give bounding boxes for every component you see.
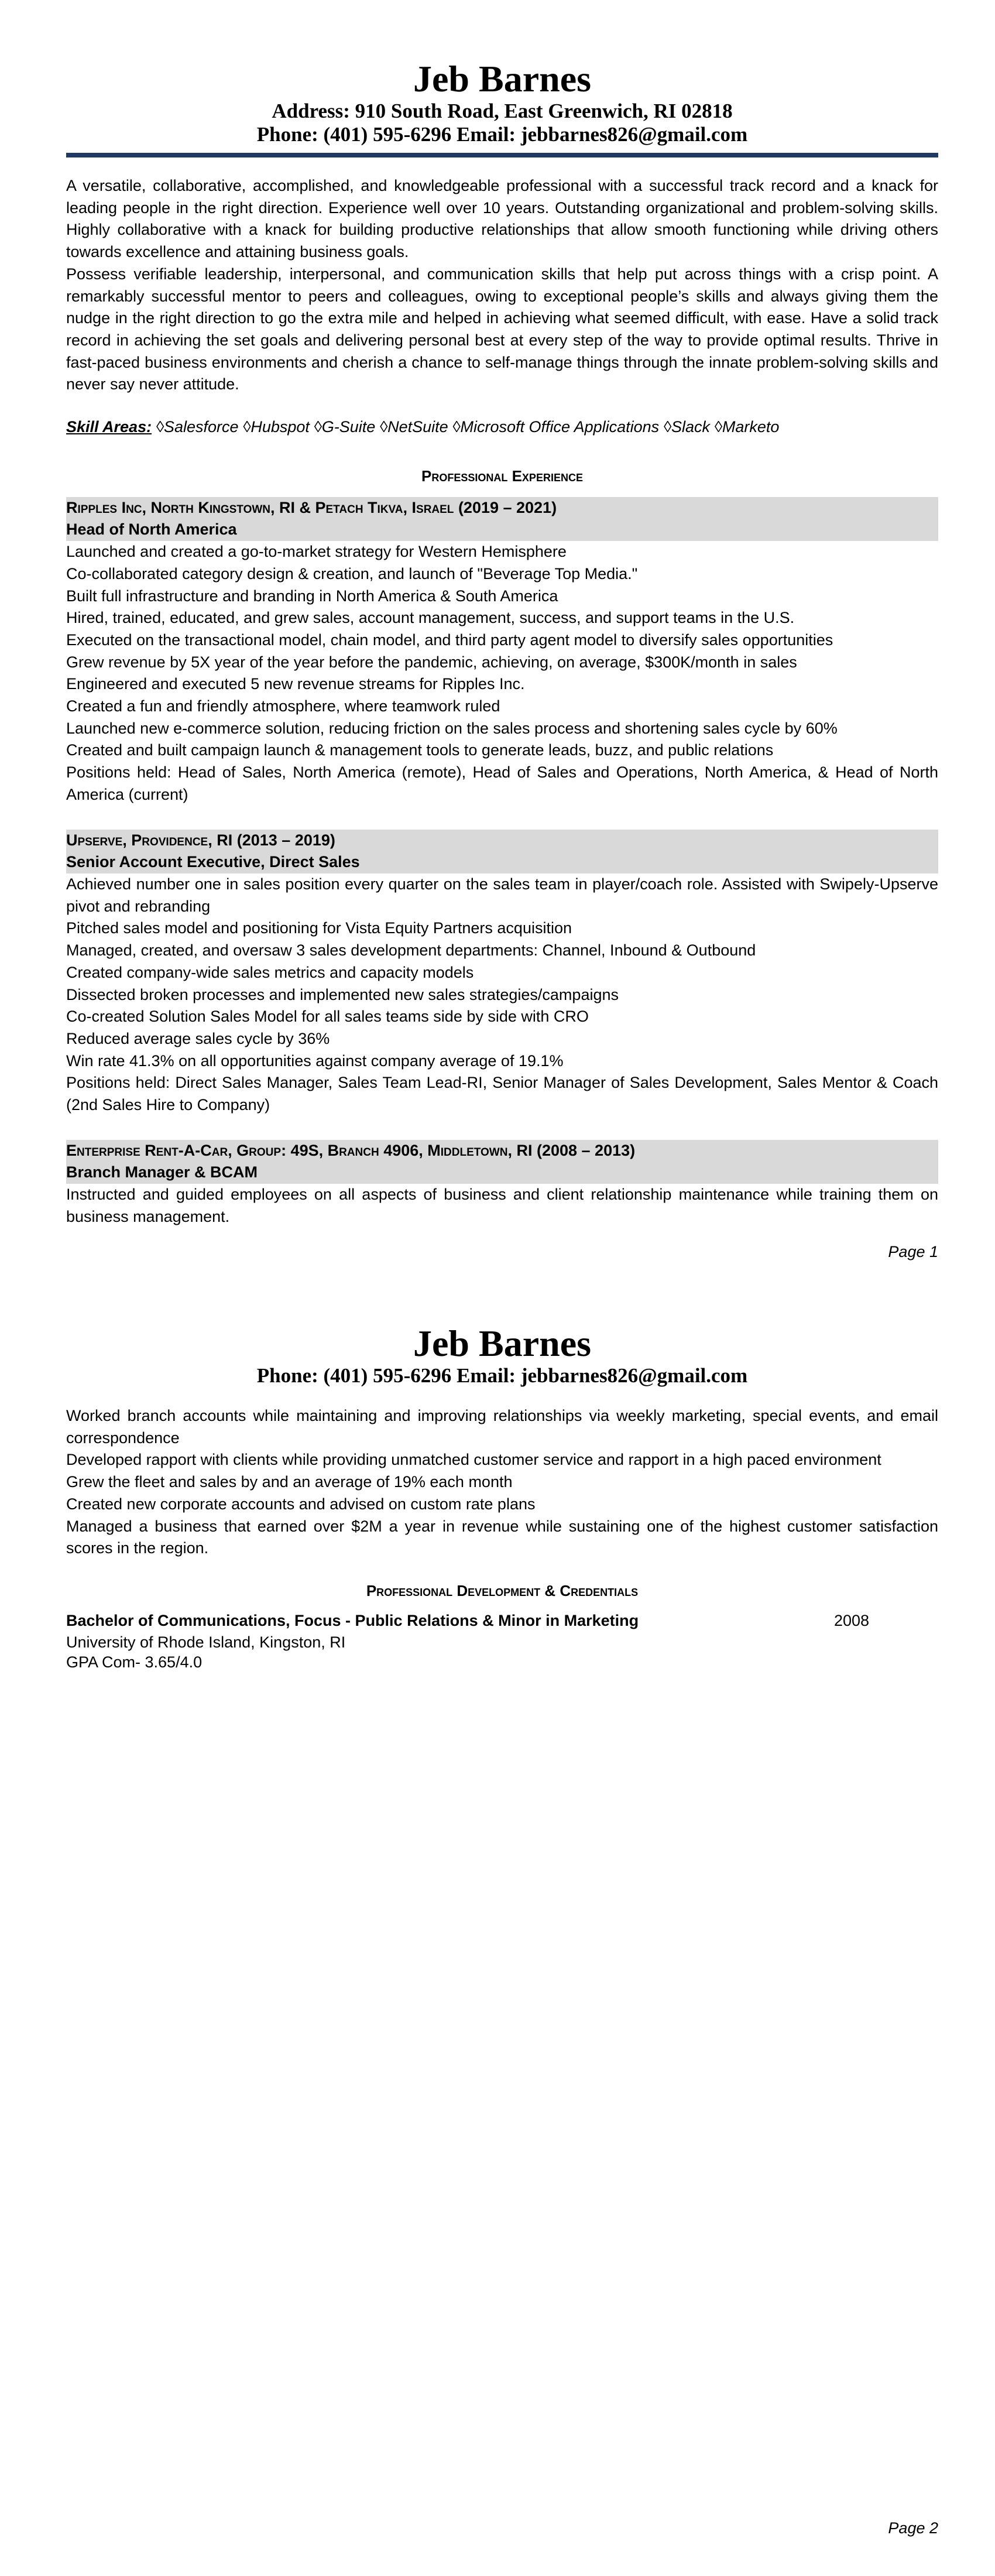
job-header	[66, 1140, 938, 1184]
list-item: Positions held: Direct Sales Manager, Sales Team Lead-RI, Senior Manager of Sales Development, Sales Mentor & Coach (2nd Sales Hire to Company)	[66, 1074, 938, 1114]
list-item: Grew revenue by 5X year of the year before the pandemic, achieving, on average, $300K/month in sales	[66, 653, 797, 671]
header-divider	[66, 153, 938, 157]
list-item: Dissected broken processes and implemented new sales strategies/campaigns	[66, 985, 619, 1003]
list-item: Created company-wide sales metrics and capacity models	[66, 963, 474, 981]
list-item: Created and built campaign launch & management tools to generate leads, buzz, and public relations	[66, 741, 774, 759]
list-item: Managed a business that earned over $2M a year in revenue while sustaining one of the highest customer satisfaction scores in the region.	[66, 1517, 938, 1557]
list-item: Reduced average sales cycle by 36%	[66, 1029, 330, 1047]
phone-email: Phone: (401) 595-6296 Email: jebbarnes826@gmail.com	[256, 1364, 748, 1387]
education-entry	[66, 1610, 938, 1672]
job-header	[66, 497, 938, 541]
education-heading: Professional Development & Credentials	[366, 1581, 639, 1599]
list-item: Created a fun and friendly atmosphere, where teamwork ruled	[66, 697, 500, 715]
job-title: Branch Manager & BCAM	[66, 1163, 258, 1181]
list-item: Launched and created a go-to-market strategy for Western Hemisphere	[66, 543, 567, 561]
list-item: Co-collaborated category design & creation, and launch of "Beverage Top Media."	[66, 564, 638, 583]
job-company: Ripples Inc, North Kingstown, RI & Petach Tikva, Israel	[66, 498, 454, 516]
list-item: Instructed and guided employees on all aspects of business and client relationship maintenance while training them on business management.	[66, 1186, 938, 1225]
phone-email: Phone: (401) 595-6296 Email: jebbarnes826@gmail.com	[256, 123, 748, 146]
address: Address: 910 South Road, East Greenwich, RI 02818	[272, 100, 733, 122]
list-item: Worked branch accounts while maintaining and improving relationships via weekly marketing, special events, and email correspondence	[66, 1407, 938, 1447]
list-item: Win rate 41.3% on all opportunities against company average of 19.1%	[66, 1051, 564, 1070]
list-item: Pitched sales model and positioning for Vista Equity Partners acquisition	[66, 919, 572, 937]
gpa: GPA Com- 3.65/4.0	[66, 1653, 203, 1671]
list-item: Hired, trained, educated, and grew sales, account management, success, and support teams in the U.S.	[66, 609, 795, 627]
job-enterprise	[66, 1140, 938, 1228]
list-item: Achieved number one in sales position every quarter on the sales team in player/coach role. Assisted with Swipely-Upserve pivot and rebranding	[66, 875, 938, 915]
school: University of Rhode Island, Kingston, RI	[66, 1633, 346, 1651]
skill-areas-label: Skill Areas:	[66, 418, 152, 436]
summary-paragraph: A versatile, collaborative, accomplished, and knowledgeable professional with a successful track record and a knack for leading people in the right direction. Experience well over 10 years. Outstanding organizational and problem-solving skills. Highly collaborative with a knack for building productive relationships that allow smooth functioning while driving others towards excellence and attaining business goals.	[66, 177, 938, 261]
candidate-name: Jeb Barnes	[413, 1323, 591, 1364]
job-company: Upserve, Providence, RI	[66, 831, 233, 849]
list-item: Grew the fleet and sales by and an average of 19% each month	[66, 1473, 513, 1491]
job-dates: (2013 – 2019)	[236, 831, 335, 849]
list-item: Positions held: Head of Sales, North America (remote), Head of Sales and Operations, North America, & Head of North America (current)	[66, 763, 938, 803]
degree-year: 2008	[834, 1611, 870, 1629]
job-ripples	[66, 497, 938, 806]
experience-heading: Professional Experience	[421, 467, 583, 485]
job-upserve	[66, 830, 938, 1116]
list-item: Managed, created, and oversaw 3 sales development departments: Channel, Inbound & Outbound	[66, 941, 756, 960]
skill-areas-list: ◊Salesforce ◊Hubspot ◊G-Suite ◊NetSuite ◊Microsoft Office Applications ◊Slack ◊Marketo	[156, 418, 780, 436]
job-title: Senior Account Executive, Direct Sales	[66, 853, 360, 871]
job-dates: (2008 – 2013)	[536, 1141, 636, 1159]
resume-page-2	[66, 1323, 938, 1672]
job-enterprise-continued	[66, 1405, 938, 1560]
job-header	[66, 830, 938, 873]
job-company: Enterprise Rent-A-Car, Group: 49S, Branch 4906, Middletown, RI	[66, 1141, 533, 1159]
candidate-name: Jeb Barnes	[413, 58, 591, 100]
page-number: Page 1	[888, 1243, 938, 1260]
list-item: Co-created Solution Sales Model for all sales teams side by side with CRO	[66, 1008, 589, 1026]
list-item: Created new corporate accounts and advised on custom rate plans	[66, 1495, 536, 1513]
list-item: Developed rapport with clients while providing unmatched customer service and rapport in a high paced environment	[66, 1451, 881, 1469]
list-item: Engineered and executed 5 new revenue streams for Ripples Inc.	[66, 675, 525, 693]
job-dates: (2019 – 2021)	[458, 498, 557, 516]
degree: Bachelor of Communications, Focus - Public Relations & Minor in Marketing	[66, 1611, 639, 1629]
page-number: Page 2	[888, 2519, 938, 2537]
skill-areas	[66, 416, 938, 439]
list-item: Built full infrastructure and branding in North America & South America	[66, 587, 558, 605]
summary-paragraph: Possess verifiable leadership, interpersonal, and communication skills that help put across things with a crisp point. A remarkably successful mentor to peers and colleagues, owing to exceptional people’s skills and always giving them the nudge in the right direction to go the extra mile and helped in achieving what seemed difficult, with ease. Have a solid track record in achieving the set goals and delivering personal best at every step of the way to provide optimal results. Thrive in fast-paced business environments and cherish a chance to self-manage things through the innate problem-solving skills and never say never attitude.	[66, 265, 938, 393]
resume-page-1	[66, 59, 938, 1228]
list-item: Launched new e-commerce solution, reducing friction on the sales process and shortening sales cycle by 60%	[66, 719, 838, 737]
job-title: Head of North America	[66, 520, 237, 539]
list-item: Executed on the transactional model, chain model, and third party agent model to diversify sales opportunities	[66, 631, 833, 649]
